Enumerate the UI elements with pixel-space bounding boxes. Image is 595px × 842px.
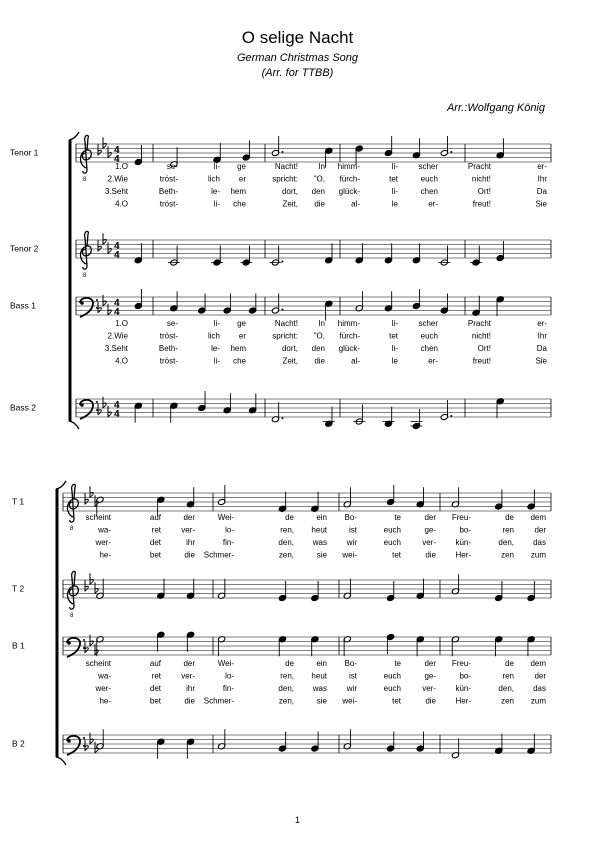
lyric-syllable: der <box>534 525 546 535</box>
lyric-syllable: scheint <box>85 513 111 522</box>
key-signature-flats <box>98 295 111 315</box>
lyric-syllable: spricht: <box>272 331 298 341</box>
lyric-syllable: freut! <box>472 356 491 366</box>
lyric-syllable: was <box>312 538 327 547</box>
svg-text:4: 4 <box>114 154 120 165</box>
note <box>278 581 286 602</box>
note <box>311 732 319 753</box>
lyric-syllable: den <box>311 344 325 353</box>
lyric-syllable: dort, <box>281 344 298 353</box>
svg-text:4: 4 <box>114 400 120 411</box>
arranger-credit: Arr.:Wolfgang König <box>446 102 545 114</box>
lyric-syllable: das <box>533 538 546 547</box>
lyric-syllable: ist <box>349 525 357 535</box>
lyric-syllable: li- <box>213 199 220 209</box>
lyric-syllable: fürch- <box>339 174 360 184</box>
time-signature <box>114 145 120 165</box>
lyric-syllable: 1.O <box>115 319 128 328</box>
lyric-syllable: hem <box>230 344 246 353</box>
lyric-syllable: er <box>238 331 246 341</box>
lyric-syllable: freut! <box>472 199 491 209</box>
lyric-syllable: Da <box>536 344 547 353</box>
note <box>134 289 142 310</box>
lyric-syllable: se- <box>166 162 178 171</box>
note <box>384 136 392 157</box>
lyric-syllable: die <box>425 550 436 560</box>
note <box>198 391 206 412</box>
lyric-syllable: ver- <box>422 538 436 547</box>
note <box>223 294 231 315</box>
note <box>495 581 503 602</box>
lyric-syllable: euch <box>420 174 438 184</box>
lyric-syllable: Freu- <box>451 659 471 668</box>
note <box>416 732 424 753</box>
lyric-syllable: Wei- <box>217 513 234 522</box>
lyric-syllable: ret <box>151 525 161 535</box>
lyric-syllable: Zeit, <box>282 199 298 209</box>
lyric-syllable: kün- <box>455 538 471 547</box>
system-1 <box>10 132 551 430</box>
lyric-syllable: Ort! <box>477 187 491 196</box>
lyric-syllable: li- <box>213 356 220 366</box>
lyric-syllable: ret <box>151 671 161 681</box>
note <box>387 485 395 506</box>
lyric-syllable: euch <box>383 538 401 547</box>
note <box>242 141 250 162</box>
lyric-syllable: scher <box>418 319 438 328</box>
lyric-syllable: dem <box>530 513 546 522</box>
lyric-syllable: 1.O <box>115 162 128 171</box>
lyric-syllable: Beth- <box>158 187 178 196</box>
lyric-syllable: die <box>425 696 436 706</box>
lyric-syllable: wer- <box>95 538 111 547</box>
note <box>271 294 283 315</box>
lyric-syllable: Schmer- <box>203 696 234 706</box>
lyric-syllable: sie <box>316 550 327 560</box>
lyrics-upper <box>105 162 548 209</box>
lyric-syllable: glück- <box>338 187 360 196</box>
note <box>211 246 223 267</box>
lyric-syllable: le <box>391 356 398 366</box>
lyric-syllable: Beth- <box>158 344 178 353</box>
note <box>410 409 422 430</box>
lyric-syllable: zum <box>530 696 546 706</box>
lyric-syllable: euch <box>383 525 401 535</box>
note <box>495 490 503 511</box>
lyric-syllable: fin- <box>222 684 234 693</box>
lyric-syllable: Sie <box>535 199 547 209</box>
staff-label: B 2 <box>12 738 25 749</box>
lyric-syllable: de <box>505 659 514 668</box>
lyric-syllable: der <box>183 513 195 522</box>
lyric-syllable: euch <box>383 684 401 693</box>
note <box>438 246 450 267</box>
lyric-syllable: he- <box>99 550 111 560</box>
lyric-syllable: de <box>285 659 294 668</box>
lyric-syllable: bo- <box>459 671 471 681</box>
note <box>440 400 452 421</box>
staff-label: Tenor 1 <box>10 147 39 158</box>
staff <box>10 289 551 321</box>
lyric-syllable: tröst- <box>159 356 178 366</box>
lyric-syllable: tet <box>389 331 398 341</box>
lyric-syllable: die <box>314 199 325 209</box>
lyric-syllable: li- <box>213 162 220 171</box>
lyrics-lower <box>86 659 547 706</box>
lyric-syllable: ge <box>237 162 246 171</box>
staff-label: Bass 1 <box>10 300 36 311</box>
lyric-syllable: wa- <box>98 525 111 535</box>
lyric-syllable: ver- <box>181 525 195 535</box>
lyric-syllable: heut <box>311 525 327 535</box>
lyric-syllable: ge- <box>424 671 436 681</box>
lyric-syllable: bo- <box>459 525 471 535</box>
lyric-syllable: te <box>394 659 401 668</box>
lyric-syllable: tet <box>392 550 401 560</box>
lyric-syllable: che <box>233 356 246 366</box>
lyrics-lower <box>105 319 548 366</box>
note <box>412 289 420 310</box>
lyric-syllable: tröst- <box>159 174 178 184</box>
lyric-syllable: 4.O <box>115 356 128 366</box>
lyric-syllable: bet <box>149 696 161 706</box>
lyric-syllable: himm- <box>337 319 360 328</box>
lyric-syllable: le- <box>211 187 220 196</box>
lyric-syllable: chen <box>420 344 438 353</box>
lyric-syllable: Bo- <box>344 513 357 522</box>
lyric-syllable: er- <box>537 162 547 171</box>
lyric-syllable: die <box>314 356 325 366</box>
lyric-syllable: tet <box>392 696 401 706</box>
lyric-syllable: ren, <box>280 525 294 535</box>
staff <box>12 729 551 759</box>
key-signature-flats <box>85 573 98 593</box>
song-subtitle: German Christmas Song <box>236 52 359 64</box>
lyric-syllable: wer- <box>95 684 111 693</box>
lyric-syllable: li- <box>213 319 220 328</box>
lyric-syllable: ren, <box>280 671 294 681</box>
lyric-syllable: wei- <box>342 550 357 560</box>
bracket-hook <box>69 132 79 140</box>
lyric-syllable: den, <box>498 538 514 547</box>
treble-clef-icon <box>80 231 91 279</box>
time-signature <box>114 400 120 420</box>
lyric-syllable: 3.Seht <box>104 187 128 196</box>
lyric-syllable: ihr <box>186 684 195 693</box>
lyric-syllable: ist <box>349 671 357 681</box>
lyric-syllable: Ihr <box>537 331 547 341</box>
lyric-syllable: Sie <box>535 356 547 366</box>
key-signature-flats <box>98 137 111 157</box>
lyric-syllable: den <box>311 187 325 196</box>
lyric-syllable: det <box>149 538 161 547</box>
lyric-syllable: der <box>424 513 436 522</box>
lyric-syllable: chen <box>420 187 438 196</box>
note <box>198 294 206 315</box>
arrangement-note: (Arr. for TTBB) <box>261 67 334 79</box>
lyric-syllable: ver- <box>181 671 195 681</box>
lyric-syllable: Freu- <box>451 513 471 522</box>
lyric-syllable: Bo- <box>344 659 357 668</box>
svg-text:4: 4 <box>114 145 120 156</box>
lyric-syllable: 2.Wie <box>107 331 128 341</box>
note <box>218 485 226 506</box>
lyric-syllable: kün- <box>455 684 471 693</box>
lyric-syllable: lich <box>207 174 220 184</box>
lyric-syllable: ge <box>237 319 246 328</box>
lyric-syllable: spricht: <box>272 174 298 184</box>
lyric-syllable: ihr <box>186 538 195 547</box>
svg-text:8: 8 <box>83 177 87 183</box>
lyric-syllable: euch <box>383 671 401 681</box>
note <box>470 246 482 267</box>
bass-clef-icon <box>67 638 85 657</box>
lyric-syllable: die <box>184 696 195 706</box>
lyric-syllable: der <box>424 659 436 668</box>
note <box>527 490 535 511</box>
lyric-syllable: die <box>184 550 195 560</box>
lyric-syllable: tet <box>389 174 398 184</box>
note <box>134 145 142 166</box>
lyric-syllable: zen <box>501 696 514 706</box>
lyric-syllable: 2.Wie <box>107 174 128 184</box>
lyric-syllable: ein <box>316 513 327 522</box>
bass-clef-icon <box>67 736 85 755</box>
lyric-syllable: ein <box>316 659 327 668</box>
lyric-syllable: li- <box>391 344 398 353</box>
note <box>240 246 252 267</box>
lyric-syllable: der <box>534 671 546 681</box>
lyric-syllable: zen <box>501 550 514 560</box>
note <box>440 294 448 315</box>
svg-text:8: 8 <box>70 613 74 619</box>
svg-text:4: 4 <box>114 250 120 261</box>
lyric-syllable: ren <box>502 671 514 681</box>
lyric-syllable: wa- <box>98 671 111 681</box>
note <box>269 246 283 267</box>
system-2 <box>12 481 551 765</box>
lyric-syllable: Zeit, <box>282 356 298 366</box>
note <box>353 405 365 426</box>
lyric-syllable: li- <box>391 162 398 171</box>
lyric-syllable: tröst- <box>159 331 178 341</box>
lyric-syllable: ren <box>502 525 514 535</box>
svg-text:4: 4 <box>114 409 120 420</box>
staff-label: Bass 2 <box>10 402 36 413</box>
lyric-syllable: nicht! <box>471 174 491 184</box>
lyric-syllable: Pracht <box>467 162 491 171</box>
key-signature-flats <box>98 397 111 417</box>
lyric-syllable: Da <box>536 187 547 196</box>
lyric-syllable: er- <box>537 319 547 328</box>
lyric-syllable: den, <box>498 684 514 693</box>
note <box>387 732 395 753</box>
lyric-syllable: Nacht! <box>274 319 298 328</box>
lyric-syllable: le <box>391 199 398 209</box>
lyric-syllable: de <box>505 513 514 522</box>
lyric-syllable: den, <box>278 684 294 693</box>
lyric-syllable: fürch- <box>339 331 360 341</box>
note <box>168 246 180 267</box>
lyric-syllable: In <box>318 319 325 328</box>
lyric-syllable: heut <box>311 671 327 681</box>
lyric-syllable: was <box>312 684 327 693</box>
lyric-syllable: Pracht <box>467 319 491 328</box>
lyric-syllable: er- <box>428 199 438 209</box>
lyric-syllable: Her- <box>455 550 471 560</box>
lyric-syllable: fin- <box>222 538 234 547</box>
lyric-syllable: "O, <box>313 174 325 184</box>
lyric-syllable: nicht! <box>471 331 491 341</box>
lyric-syllable: he- <box>99 696 111 706</box>
staff-label: T 1 <box>12 496 25 507</box>
lyric-syllable: der <box>183 659 195 668</box>
note <box>527 581 535 602</box>
lyric-syllable: dem <box>530 659 546 668</box>
lyric-syllable: himm- <box>337 162 360 171</box>
key-signature-flats <box>85 733 98 753</box>
lyric-syllable: wei- <box>342 696 357 706</box>
lyric-syllable: bet <box>149 550 161 560</box>
lyric-syllable: glück- <box>338 344 360 353</box>
lyric-syllable: Ort! <box>477 344 491 353</box>
lyric-syllable: li- <box>391 319 398 328</box>
lyric-syllable: scheint <box>85 659 111 668</box>
lyric-syllable: che <box>233 199 246 209</box>
lyric-syllable: al- <box>351 356 360 366</box>
note <box>387 581 395 602</box>
lyric-syllable: al- <box>351 199 360 209</box>
lyric-syllable: wir <box>346 684 357 693</box>
lyric-syllable: 3.Seht <box>104 344 128 353</box>
svg-text:8: 8 <box>83 273 87 279</box>
lyric-syllable: zen, <box>278 696 294 706</box>
lyric-syllable: zen, <box>278 550 294 560</box>
svg-text:4: 4 <box>114 307 120 318</box>
lyric-syllable: hem <box>230 187 246 196</box>
bracket-hook <box>56 481 66 489</box>
treble-clef-icon <box>67 571 78 619</box>
lyric-syllable: er- <box>428 356 438 366</box>
lyric-syllable: ver- <box>422 684 436 693</box>
treble-clef-icon <box>80 135 91 183</box>
lyric-syllable: det <box>149 684 161 693</box>
bass-clef-icon <box>80 298 98 317</box>
treble-clef-icon <box>67 484 78 532</box>
lyric-syllable: Her- <box>455 696 471 706</box>
lyrics-upper <box>86 513 547 560</box>
lyric-syllable: wir <box>346 538 357 547</box>
lyric-syllable: das <box>533 684 546 693</box>
page-number: 1 <box>294 815 300 825</box>
lyric-syllable: auf <box>149 659 161 668</box>
svg-text:4: 4 <box>114 241 120 252</box>
lyric-syllable: scher <box>418 162 438 171</box>
note <box>496 241 504 262</box>
time-signature <box>114 241 120 261</box>
staff-label: T 2 <box>12 583 25 594</box>
lyric-syllable: lo- <box>225 525 234 535</box>
lyric-syllable: den, <box>278 538 294 547</box>
note <box>311 581 319 602</box>
lyric-syllable: euch <box>420 331 438 341</box>
note <box>387 633 395 654</box>
lyric-syllable: Schmer- <box>203 550 234 560</box>
lyric-syllable: "O, <box>313 331 325 341</box>
note <box>249 294 257 315</box>
bracket-hook <box>69 421 79 429</box>
note <box>440 136 452 157</box>
staff <box>12 574 551 601</box>
lyric-syllable: ge- <box>424 525 436 535</box>
lyric-syllable: In <box>318 162 325 171</box>
lyric-syllable: er <box>238 174 246 184</box>
bracket-hook <box>56 757 66 765</box>
lyric-syllable: auf <box>149 513 161 522</box>
lyric-syllable: tröst- <box>159 199 178 209</box>
lyric-syllable: te <box>394 513 401 522</box>
lyric-syllable: le- <box>211 344 220 353</box>
lyric-syllable: dort, <box>281 187 298 196</box>
lyric-syllable: sie <box>316 696 327 706</box>
staff-label: Tenor 2 <box>10 243 39 254</box>
time-signature <box>114 298 120 318</box>
lyric-syllable: lich <box>207 331 220 341</box>
staff-label: B 1 <box>12 640 25 651</box>
note <box>278 732 286 753</box>
bass-clef-icon <box>80 400 98 419</box>
song-title: O selige Nacht <box>241 28 354 47</box>
lyric-syllable: se- <box>166 319 178 328</box>
note <box>271 136 283 157</box>
key-signature-flats <box>98 233 111 253</box>
staff <box>12 485 551 517</box>
lyric-syllable: li- <box>391 187 398 196</box>
lyric-syllable: de <box>285 513 294 522</box>
lyric-syllable: zum <box>530 550 546 560</box>
lyric-syllable: 4.O <box>115 199 128 209</box>
lyric-syllable: Wei- <box>217 659 234 668</box>
lyric-syllable: Nacht! <box>274 162 298 171</box>
lyric-syllable: Ihr <box>537 174 547 184</box>
svg-text:4: 4 <box>114 298 120 309</box>
svg-text:8: 8 <box>70 526 74 532</box>
lyric-syllable: lo- <box>225 671 234 681</box>
